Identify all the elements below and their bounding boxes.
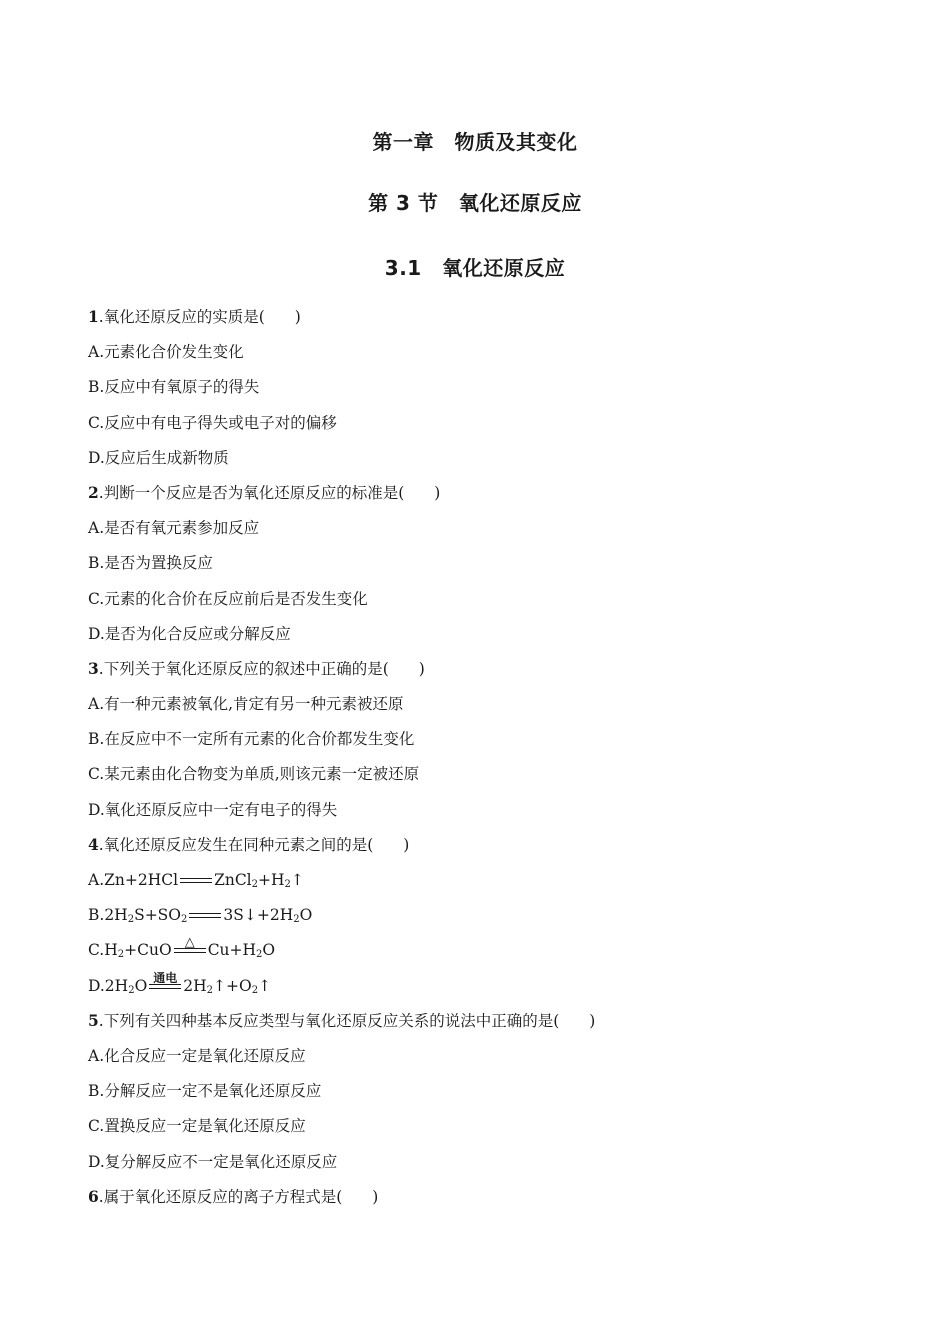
section-title: 第 3 节 氧化还原反应 — [368, 191, 582, 215]
option-a-equation: A.Zn+2HCl $ZnCl_2+H_2↑$ — [88, 871, 304, 890]
option-c: C.反应中有电子得失或电子对的偏移 — [88, 413, 337, 432]
question-text: 下列有关四种基本反应类型与氧化还原反应关系的说法中正确的是( — [103, 1011, 560, 1030]
option-d: D.是否为化合反应或分解反应 — [88, 624, 291, 643]
subsection-title: 3.1 氧化还原反应 — [384, 256, 566, 280]
option-d-equation: $D.2H_2O$ 通电 $2H_2↑+O_2↑$ — [88, 970, 272, 996]
question-2-stem: 2.判断一个反应是否为氧化还原反应的标准是( ) — [88, 482, 441, 502]
option-a: A.有一种元素被氧化,肯定有另一种元素被还原 — [88, 695, 404, 714]
option-b: B.反应中有氧原子的得失 — [88, 378, 260, 397]
question-number: 4 — [88, 834, 99, 854]
question-text: 判断一个反应是否为氧化还原反应的标准是( — [103, 483, 405, 502]
option-c-equation: $C.H_2+CuO$ △ $Cu+H_2O$ — [88, 935, 276, 961]
option-d: D.复分解反应不一定是氧化还原反应 — [88, 1152, 338, 1171]
option-a: A.化合反应一定是氧化还原反应 — [88, 1046, 306, 1065]
question-number: 6 — [88, 1186, 99, 1206]
question-text: 属于氧化还原反应的离子方程式是( — [103, 1187, 343, 1206]
question-number: 2 — [88, 482, 99, 502]
option-a: A.是否有氧元素参加反应 — [88, 519, 260, 538]
option-b-equation: $B.2H_2S+SO_2$ $3S↓+2H_2O$ — [88, 906, 313, 926]
option-c: C.某元素由化合物变为单质,则该元素一定被还原 — [88, 765, 420, 784]
option-a: A.元素化合价发生变化 — [88, 343, 244, 362]
equals-sign — [188, 909, 222, 921]
question-number: 1 — [88, 307, 99, 326]
heat-icon: △ — [184, 935, 195, 951]
heat-condition-sign — [173, 935, 207, 956]
equals-sign — [179, 874, 213, 886]
question-text: 氧化还原反应发生在同种元素之间的是( — [103, 835, 374, 854]
question-number: 5 — [88, 1010, 99, 1030]
question-5-stem: 5.下列有关四种基本反应类型与氧化还原反应关系的说法中正确的是( ) — [88, 1010, 596, 1030]
question-text: 氧化还原反应的实质是( — [103, 308, 265, 326]
option-d: D.反应后生成新物质 — [88, 448, 229, 467]
question-3-stem: 3.下列关于氧化还原反应的叙述中正确的是( ) — [88, 658, 425, 678]
option-c: C.置换反应一定是氧化还原反应 — [88, 1117, 306, 1136]
question-text: 下列关于氧化还原反应的叙述中正确的是( — [103, 659, 389, 678]
question-1-stem: 1.氧化还原反应的实质是( ) — [88, 307, 301, 326]
option-c: C.元素的化合价在反应前后是否发生变化 — [88, 589, 368, 608]
question-4-stem: 4.氧化还原反应发生在同种元素之间的是( ) — [88, 834, 410, 854]
option-b: B.在反应中不一定所有元素的化合价都发生变化 — [88, 730, 415, 749]
option-b: B.是否为置换反应 — [88, 554, 213, 573]
question-list — [88, 303, 862, 1218]
option-b: B.分解反应一定不是氧化还原反应 — [88, 1082, 322, 1101]
chapter-title: 第一章 物质及其变化 — [372, 130, 578, 154]
electrolysis-condition-sign: 通电 — [148, 980, 182, 992]
question-6-stem: 6.属于氧化还原反应的离子方程式是( ) — [88, 1186, 379, 1206]
question-number: 3 — [88, 658, 99, 678]
option-d: D.氧化还原反应中一定有电子的得失 — [88, 800, 338, 819]
